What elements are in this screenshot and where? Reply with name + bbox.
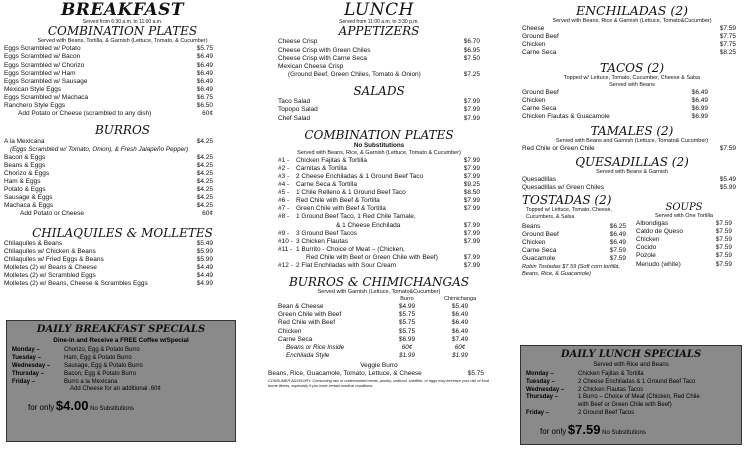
breakfast-burros-heading: BURROS bbox=[94, 123, 151, 138]
list-item: Mexican Style Eggs $6.49 bbox=[4, 85, 213, 93]
special-price: for only $7.59 No Substitutions bbox=[540, 421, 646, 437]
list-item: Add Potato or Cheese (scrambled to any dish) 60¢ bbox=[18, 110, 213, 118]
list-item: Guacamole $7.59 bbox=[522, 255, 626, 263]
list-item: #9 - 3 Ground Beef Tacos $7.99 bbox=[278, 229, 480, 237]
list-item: Molletes (2) w/ Scrambled Eggs $4.49 bbox=[4, 272, 213, 280]
list-item: #10 - 3 Chicken Flautas $7.99 bbox=[278, 237, 480, 245]
breakfast-combination-list bbox=[0, 45, 245, 118]
special-day: Thursday – 1 Burro – Choice of Meat (Chicken, Red Chile bbox=[526, 394, 700, 401]
lunch-combination-subtitle: Served with Beans, Rice, & Garnish (Lettuce, Tomato & Cucumber) bbox=[297, 149, 461, 156]
list-item: Taco Salad $7.99 bbox=[278, 98, 480, 106]
daily-lunch-specials-heading: DAILY LUNCH SPECIALS bbox=[560, 349, 702, 360]
special-day: Wednesday – Sausage, Egg & Potato Burro bbox=[12, 362, 143, 369]
list-item: A la Mexicana $4.25 bbox=[4, 137, 213, 145]
list-item: Mexican Cheese Crisp bbox=[278, 62, 344, 70]
list-item: Chorizo & Eggs $4.25 bbox=[4, 169, 213, 177]
lunch-specials-subtitle: Served with Rice and Beans bbox=[593, 361, 669, 368]
list-item: Eggs Scrambled w/ Ham $6.49 bbox=[4, 69, 213, 77]
list-item: Chicken $6.49 bbox=[522, 239, 626, 247]
tostadas-subtitle: Topped w/ Lettuce, Tomato, Cheese, Cucumbers, & Salsa bbox=[526, 207, 612, 220]
list-item: Chilaquiles w/ Chicken & Beans $5.99 bbox=[4, 247, 213, 255]
list-item: Eggs Scrambled w/ Chorizo $6.49 bbox=[4, 61, 213, 69]
free-coffee-offer: Dine-in and Receive a FREE Coffee w/Special bbox=[53, 336, 189, 344]
special-day: with Beef or Green Chile with Beef) bbox=[578, 402, 672, 409]
list-item: #7 - Green Chile with Beef & Tortilla $7.99 bbox=[278, 205, 480, 213]
list-item: #5 - 1 Chile Relleno & 1 Ground Beef Taco $8.50 bbox=[278, 189, 480, 197]
quesadillas-subtitle: Served with Beans & Garnish bbox=[596, 168, 668, 175]
lunch-hours: Served from 11:00 a.m. to 3:30 p.m. bbox=[339, 19, 419, 25]
list-item: #6 - Red Chile with Beef & Tortilla $7.99 bbox=[278, 197, 480, 205]
list-item: Eggs Scrambled w/ Sausage $6.49 bbox=[4, 77, 213, 85]
list-item: Carne Seca $7.59 bbox=[522, 247, 626, 255]
tacos-heading: TACOS (2) bbox=[599, 61, 665, 76]
special-day: Monday – Chorizo, Egg & Potato Burro bbox=[12, 347, 140, 354]
daily-lunch-specials-box bbox=[520, 345, 742, 445]
special-addon: Add Cheese for an additional .60¢ bbox=[70, 386, 161, 393]
list-item: Red Chile or Green Chile $7.59 bbox=[522, 144, 736, 152]
list-item: Ground Beef $7.75 bbox=[522, 32, 736, 40]
list-item: #2 - Carnitas & Tortilla $7.99 bbox=[278, 164, 480, 172]
special-day: Tuesday – 2 Cheese Enchiladas & 1 Ground Beef Taco bbox=[526, 378, 696, 385]
list-item: Ground Beef $6.49 bbox=[522, 231, 626, 239]
list-item: Chicken $7.75 bbox=[522, 40, 736, 48]
breakfast-hours: Served from 6:30 a.m. to 11:00 a.m. bbox=[82, 19, 163, 25]
special-price: for only $4.00 No Substitutions bbox=[28, 398, 134, 414]
list-item: Cheese $7.59 bbox=[522, 24, 736, 32]
tostadas-section bbox=[514, 194, 626, 277]
list-item: Potato & Eggs $4.25 bbox=[4, 186, 213, 194]
table-header: Burro Chimichanga bbox=[400, 296, 477, 303]
list-item: Topopo Salad $7.99 bbox=[278, 106, 480, 114]
breakfast-column bbox=[0, 0, 245, 455]
table-row: Chicken $5.75 $6.49 bbox=[278, 327, 469, 335]
tamales-subtitle: Served with Beans and Garnish (Lettuce, Tomato& Cucumber) bbox=[555, 137, 709, 144]
lunch-title: LUNCH bbox=[344, 0, 414, 20]
daily-breakfast-specials-box bbox=[6, 320, 236, 442]
lunch-combination-list bbox=[248, 157, 510, 271]
robin-tostadas: Robin Tostadas $7.59 (Soft corn tortilla, Beans, Rice, & Guacamole) bbox=[522, 263, 621, 277]
list-item: Beans $6.25 bbox=[522, 222, 626, 230]
list-item: Eggs Scrambled w/ Potato $5.75 bbox=[4, 45, 213, 53]
list-item: Beans & Eggs $4.25 bbox=[4, 161, 213, 169]
special-day: Wednesday – 2 Chicken Flautas Tacos bbox=[526, 386, 644, 393]
list-item: #8 - 1 Ground Beef Taco, 1 Red Chile Tamale, bbox=[278, 213, 416, 221]
list-item: Cheese Crisp with Green Chiles $6.95 bbox=[278, 46, 480, 54]
list-item: Molletes (2) w/ Beans, Cheese & Scrambles Eggs $4.99 bbox=[4, 280, 213, 288]
tacos-list bbox=[514, 89, 750, 122]
quesadillas-heading: QUESADILLAS (2) bbox=[575, 154, 689, 169]
chilaquiles-list bbox=[0, 240, 245, 289]
table-row: Bean & Cheese $4.99 $5.49 bbox=[278, 303, 469, 311]
veggie-burro-title: Veggie Burro bbox=[360, 361, 398, 369]
list-item: Albondigas $7.59 bbox=[636, 219, 732, 227]
special-day: Friday – 2 Ground Beef Tacos bbox=[526, 409, 635, 416]
list-item: Carne Seca $6.99 bbox=[522, 105, 708, 113]
list-item: Chef Salad $7.99 bbox=[278, 114, 480, 122]
list-item: (Ground Beef, Green Chiles, Tomato & Onion) $7.25 bbox=[288, 70, 480, 78]
right-column bbox=[514, 0, 750, 455]
table-row: Beans or Rice Inside 60¢ 60¢ bbox=[286, 343, 466, 351]
table-row: Red Chile with Beef $5.75 $6.49 bbox=[278, 319, 469, 327]
tamales-list bbox=[514, 145, 750, 153]
tostadas-heading: TOSTADAS (2) bbox=[522, 193, 612, 208]
list-item: Add Potato or Cheese 60¢ bbox=[20, 210, 213, 218]
table-row: Enchilada Style $1.99 $1.99 bbox=[286, 351, 468, 359]
no-substitutions: No Substitutions bbox=[353, 141, 405, 149]
enchiladas-heading: ENCHILADAS (2) bbox=[575, 3, 689, 18]
special-day: Monday – Chicken Fajitas & Tortilla bbox=[526, 371, 644, 377]
table-row: Carne Seca $6.99 $7.49 bbox=[278, 335, 469, 343]
list-item: #3 - 2 Cheese Enchiladas & 1 Ground Beef Taco $7.99 bbox=[278, 172, 480, 180]
list-item: Sausage & Eggs $4.25 bbox=[4, 194, 213, 202]
list-item: Chicken Flautas & Guacamole $6.99 bbox=[522, 113, 708, 121]
lunch-column bbox=[248, 0, 510, 455]
consumer-advisory: CONSUMER ADVISORY: Consuming raw or undercooked meats, poultry, seafood, shellfish, or eggs may increase your risk of food borne illness, especially if you have certain medical conditions. bbox=[268, 378, 489, 388]
daily-breakfast-specials-heading: DAILY BREAKFAST SPECIALS bbox=[36, 324, 206, 335]
enchiladas-list bbox=[514, 25, 750, 58]
breakfast-title: BREAKFAST bbox=[60, 0, 185, 20]
appetizers-heading: APPETIZERS bbox=[338, 24, 420, 39]
soups-subtitle: Served with One Tortilla bbox=[655, 213, 713, 220]
list-item: Ranchero Style Eggs $6.50 bbox=[4, 102, 213, 110]
list-item: #11 - 1 Burrito - Choice of Meat – (Chicken, bbox=[278, 245, 405, 253]
list-item: Ground Beef $6.49 bbox=[522, 89, 708, 97]
list-item: Cheese Crisp with Carne Seca $7.50 bbox=[278, 54, 480, 62]
table-row: Green Chile with Beef $5.75 $6.49 bbox=[278, 311, 469, 319]
list-item: Pozole $7.59 bbox=[636, 252, 732, 260]
burros-subtitle: Served with Garnish (Lettuce, Tomato&Cucumber) bbox=[317, 289, 441, 296]
veggie-burro-row: Beans, Rice, Guacamole, Tomato, Lettuce, & Cheese $5.75 bbox=[268, 369, 484, 377]
special-day: Tuesday – Ham, Egg & Potato Burro bbox=[12, 355, 132, 362]
breakfast-burros-list bbox=[0, 138, 245, 219]
burros-chimichangas-heading: BURROS & CHIMICHANGAS bbox=[288, 275, 470, 290]
list-item: Cocido $7.59 bbox=[636, 244, 732, 252]
lunch-combination-heading: COMBINATION PLATES bbox=[304, 127, 454, 142]
list-item: Chicken $7.59 bbox=[636, 236, 732, 244]
list-item: Menudo (white) $7.59 bbox=[636, 260, 732, 268]
tostadas-soups-row bbox=[514, 194, 750, 277]
list-item: Bacon & Eggs $4.25 bbox=[4, 153, 213, 161]
list-item: Eggs Scrambled w/ Bacon $6.49 bbox=[4, 53, 213, 61]
list-item: Caldo de Queso $7.59 bbox=[636, 228, 732, 236]
burros-table bbox=[248, 296, 510, 359]
list-item: Eggs Scrambled w/ Machaca $6.75 bbox=[4, 94, 213, 102]
list-item: Red Chile with Beef or Green Chile with Beef) $7.99 bbox=[306, 254, 480, 262]
appetizers-list bbox=[248, 38, 510, 79]
list-item: Carne Seca $8.25 bbox=[522, 49, 736, 56]
special-day: Friday – Burro a la Mexicana bbox=[12, 378, 118, 385]
list-item: Chilaquiles w/ Fried Eggs & Beans $5.99 bbox=[4, 256, 213, 264]
salads-list bbox=[248, 98, 510, 122]
list-item: Quesadillas $5.49 bbox=[522, 175, 736, 183]
chilaquiles-heading: CHILAQUILES & MOLLETES bbox=[32, 225, 213, 240]
list-item: Quesadillas w/ Green Chiles $5.99 bbox=[522, 183, 736, 191]
list-item: #1 - Chicken Fajitas & Tortilla $7.99 bbox=[278, 156, 480, 164]
special-day: Thursday – Bacon, Egg & Potato Burro bbox=[12, 370, 137, 377]
breakfast-combination-heading: COMBINATION PLATES bbox=[47, 24, 198, 39]
list-item: #12 - 2 Flat Enchiladas with Sour Cream $7.99 bbox=[278, 262, 480, 270]
soups-section bbox=[626, 194, 744, 277]
list-item: Machaca & Eggs $4.25 bbox=[4, 202, 213, 210]
tamales-heading: TAMALES (2) bbox=[590, 123, 674, 138]
tacos-subtitle: Topped w/ Lettuce, Tomato, Cucumber, Cheese & Salsa bbox=[563, 75, 701, 82]
quesadillas-list bbox=[514, 176, 750, 192]
list-item: Molletes (2) w/ Beans & Cheese $4.49 bbox=[4, 264, 213, 272]
tacos-subtitle-2: Served with Beans bbox=[609, 82, 655, 89]
list-item: Chilaquiles & Beans $5.49 bbox=[4, 239, 213, 247]
list-item: Chicken $6.49 bbox=[522, 97, 708, 105]
burro-mexicana-note: (Eggs Scrambled w/ Tomato, Onion), & Fresh Jalapeño Pepper) bbox=[10, 145, 189, 153]
list-item: #4 - Carne Seca & Tortilla $9.25 bbox=[278, 180, 480, 188]
salads-heading: SALADS bbox=[353, 84, 405, 99]
breakfast-combination-subtitle: Served with Beans, Tortilla, & Garnish (Lettuce, Tomato, & Cucumber) bbox=[37, 38, 208, 45]
soups-heading: SOUPS bbox=[665, 202, 703, 214]
enchiladas-subtitle: Served with Beans, Rice & Garnish (Lettuce, Tomato&Cucumber) bbox=[552, 17, 712, 24]
list-item: & 1 Cheese Enchilada $7.99 bbox=[336, 221, 480, 229]
list-item: Cheese Crisp $6.70 bbox=[278, 38, 480, 46]
list-item: Ham & Eggs $4.25 bbox=[4, 177, 213, 185]
